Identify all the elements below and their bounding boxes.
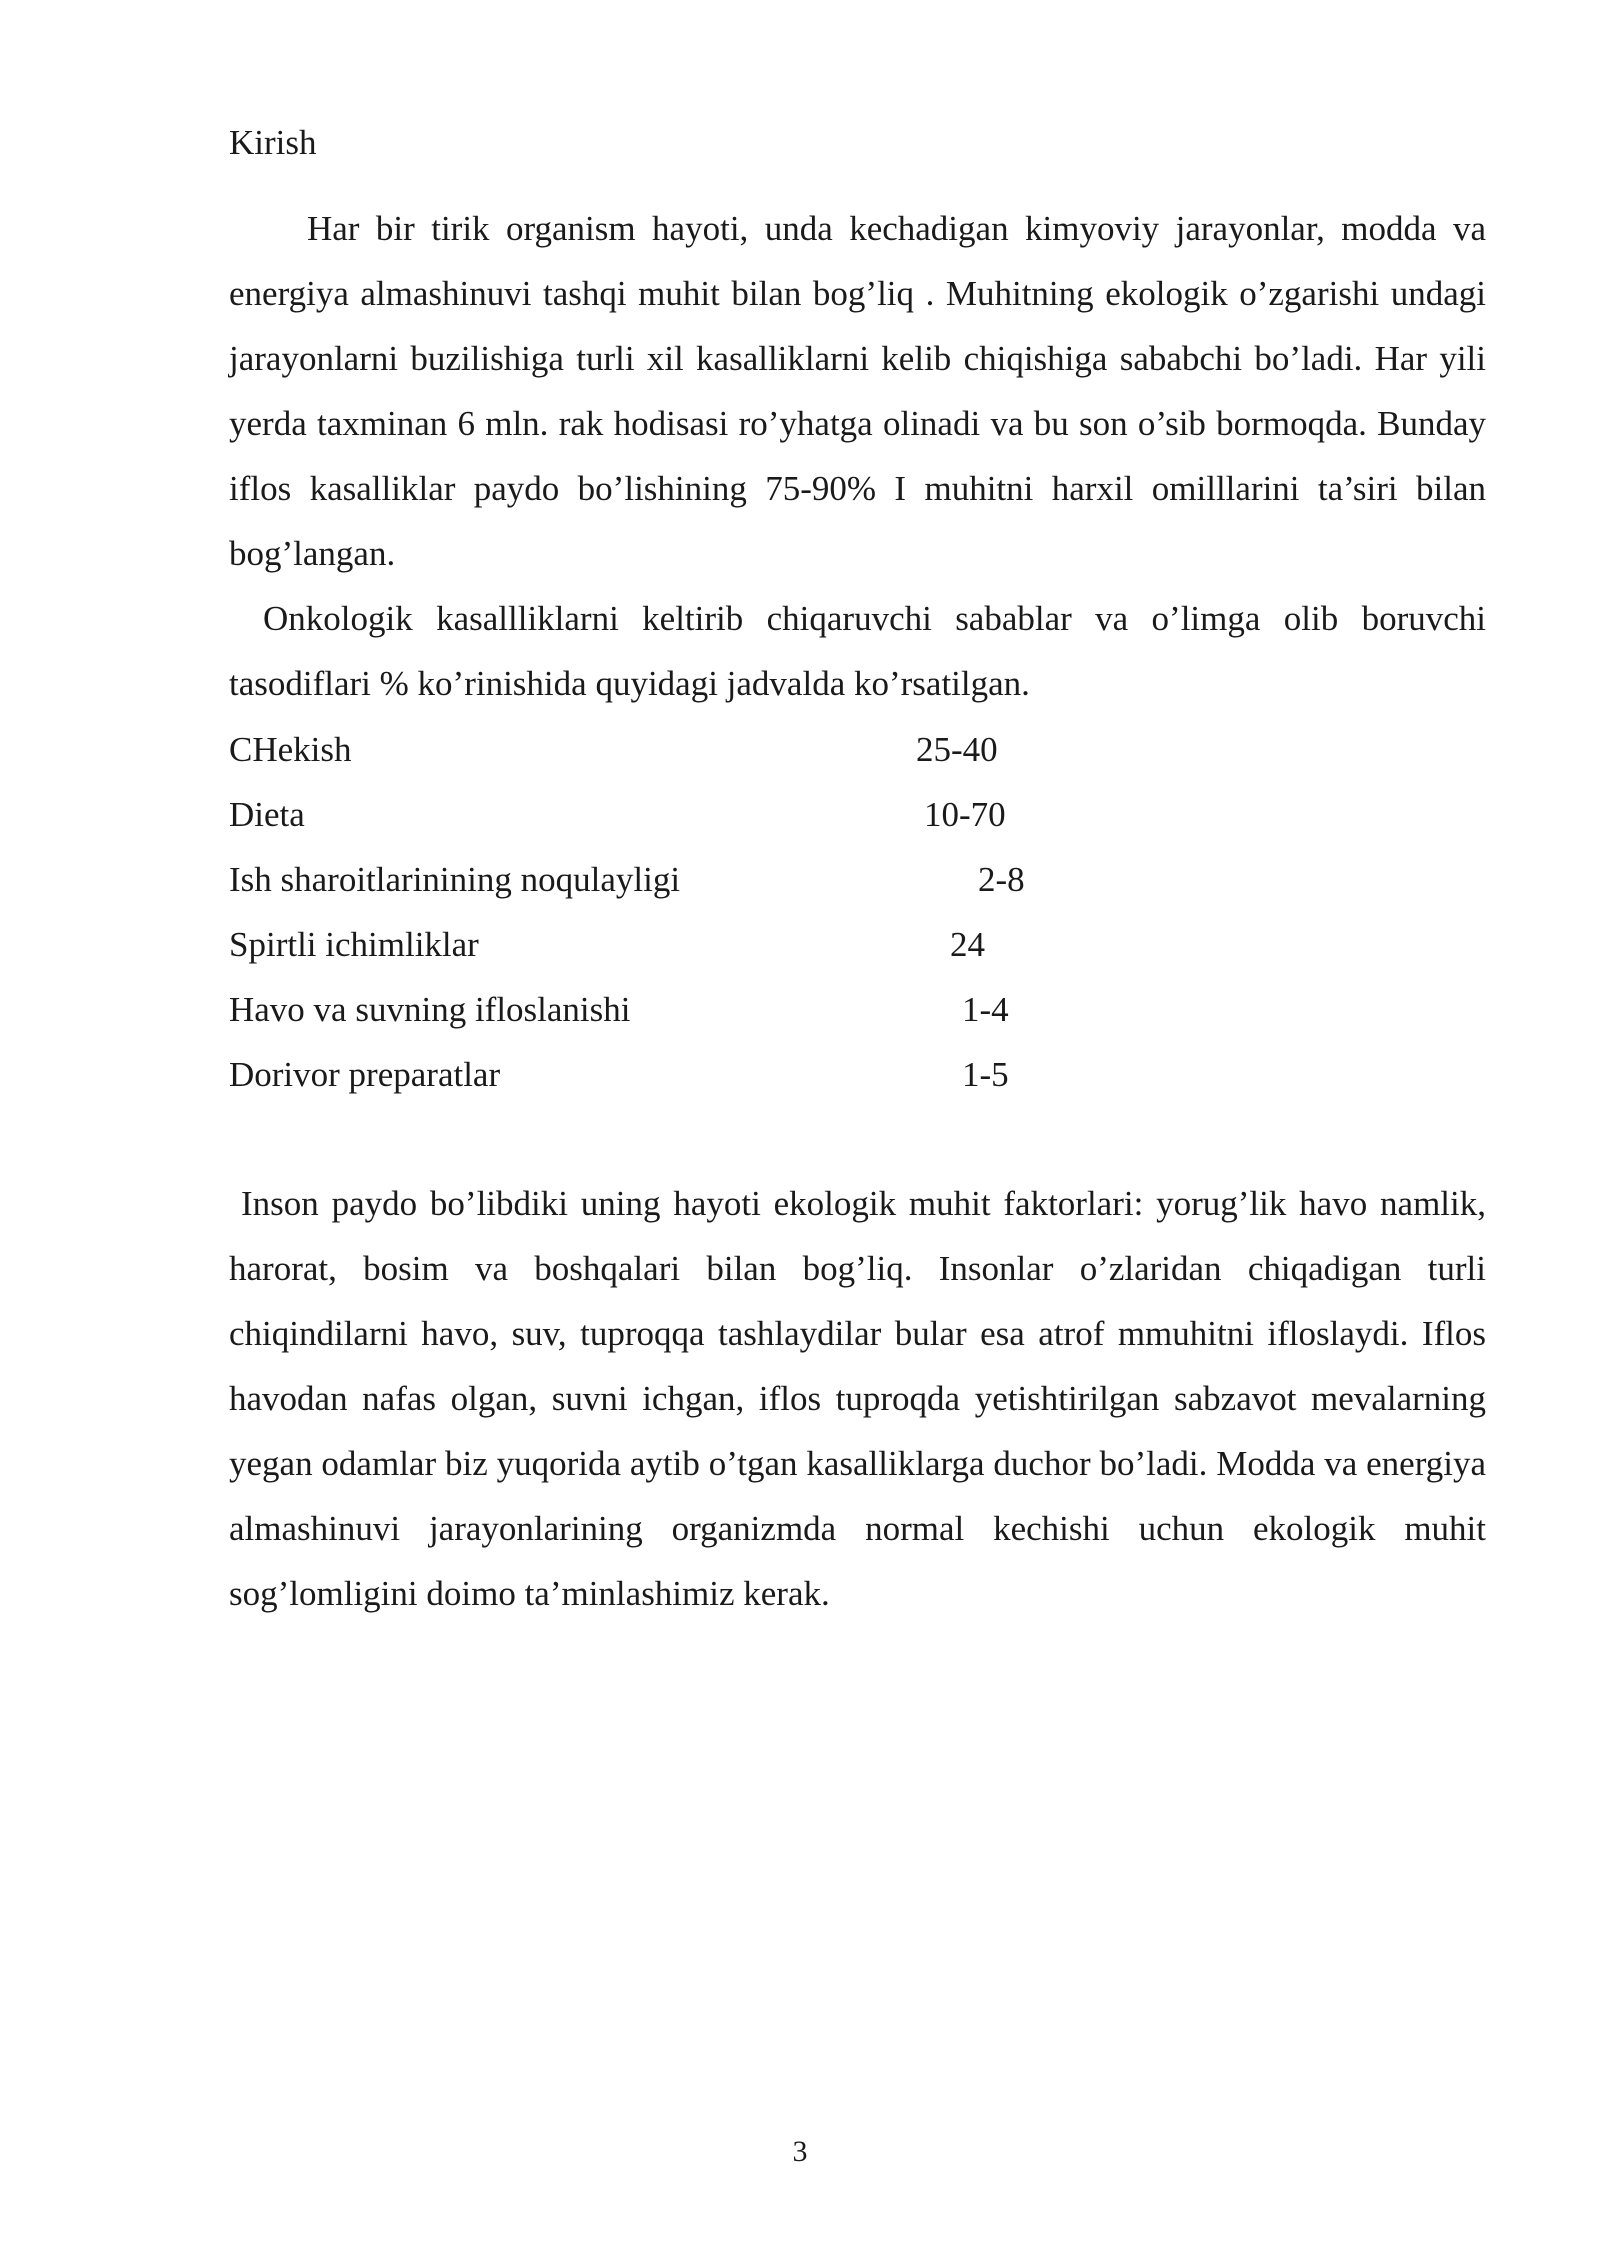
factor-value: 24 [950, 924, 985, 964]
factor-value: 1-5 [962, 1054, 1009, 1094]
factor-value: 25-40 [916, 729, 998, 769]
table-row [229, 977, 1129, 1042]
factor-name: Havo va suvning ifloslanishi [229, 989, 631, 1029]
factor-name: CHekish [229, 729, 352, 769]
intro-paragraph: Har bir tirik organism hayoti, unda kechadigan kimyoviy jarayonlar, modda va energiya almashinuvi tashqi muhit bilan bog’liq . Muhitning ekologik o’zgarishi undagi jarayonlarni buzilishiga turli xil kasalliklarni kelib chiqishiga sababchi bo’ladi. Har yili yerda taxminan 6 mln. rak hodisasi ro’yhatga olinadi va bu son o’sib bormoqda. Bunday iflos kasalliklar paydo bo’lishining 75-90% I muhitni harxil omilllarini ta’siri bilan bog’langan. [229, 209, 1486, 573]
table-row [229, 782, 1129, 847]
factor-value: 1-4 [962, 989, 1009, 1029]
section-heading: Kirish [229, 123, 317, 162]
table-row [229, 1042, 1129, 1107]
environment-paragraph: Inson paydo bo’libdiki uning hayoti ekologik muhit faktorlari: yorug’lik havo namlik, harorat, bosim va boshqalari bilan bog’liq. Insonlar o’zlaridan chiqadigan turli chiqindilarni havo, suv, tuproqqa tashlaydilar bular esa atrof mmuhitni ifloslaydi. Iflos havodan nafas olgan, suvni ichgan, iflos tuproqda yetishtirilgan sabzavot mevalarning yegan odamlar biz yuqorida aytib o’tgan kasalliklarga duchor bo’ladi. Modda va energiya almashinuvi jarayonlarining organizmda normal kechishi uchun ekologik muhit sog’lomligini doimo ta’minlashimiz kerak. [229, 1184, 1486, 1613]
factor-name: Dieta [229, 794, 305, 834]
table-row [229, 912, 1129, 977]
table-row [229, 717, 1129, 782]
factor-value: 10-70 [924, 794, 1006, 834]
factor-name: Spirtli ichimliklar [229, 924, 479, 964]
factor-value: 2-8 [978, 859, 1025, 899]
factor-name: Dorivor preparatlar [229, 1054, 501, 1094]
cancer-factors-table [229, 717, 1129, 1107]
factor-name: Ish sharoitlarinining noqulayligi [229, 859, 681, 899]
page-number: 3 [792, 2135, 808, 2168]
table-intro-paragraph: Onkologik kasallliklarni keltirib chiqaruvchi sabablar va o’limga olib boruvchi tasodiflari % ko’rinishida quyidagi jadvalda ko’rsatilgan. [229, 599, 1486, 703]
table-row [229, 847, 1129, 912]
